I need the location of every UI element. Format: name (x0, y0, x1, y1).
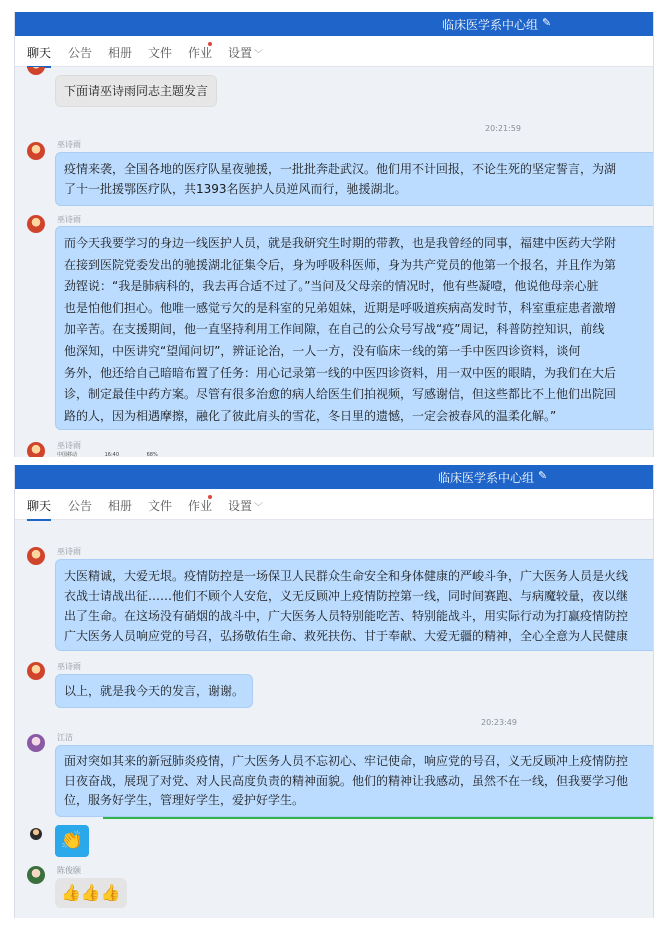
message-line: 劲铿说：“我是肺病科的，我去再合适不过了。”当问及父母亲的情况时，他有些凝噎，他说他母亲心脏 (64, 279, 599, 294)
phone-status-bar (57, 451, 158, 457)
message-bubble[interactable] (55, 152, 653, 206)
message-line: 出了生命。在这场没有硝烟的战斗中，广大医务人员特别能吃苦、特别能战斗，用实际行动为打赢疫情防控 (64, 609, 629, 623)
timestamp: 20:23:49 (481, 718, 517, 727)
message-bubble[interactable] (55, 226, 653, 430)
tab-homework[interactable]: 作业 (188, 499, 213, 513)
tab-homework[interactable]: 作业 (188, 46, 213, 60)
message-line: 诊，制定最佳中药方案。尽管有很多治愈的病人给医生们拍视频，写感谢信，但这些都比不上他们出院回 (64, 387, 617, 402)
chat-screenshot-1 (14, 12, 654, 457)
tab-chat[interactable]: 聊天 (27, 46, 52, 60)
pencil-icon[interactable]: ✎ (542, 16, 552, 29)
avatar[interactable] (27, 866, 45, 884)
tab-settings-label: 设置 (228, 499, 253, 513)
message-line: 衣战士请战出征……他们不顾个人安危，义无反顾冲上疫情防控第一线，同时间赛跑、与病魔较量，夜以继 (64, 589, 629, 603)
message-line: 面对突如其来的新冠肺炎疫情，广大医务人员不忘初心、牢记使命，响应党的号召，义无反顾冲上疫情防控 (64, 754, 629, 768)
pencil-icon[interactable]: ✎ (538, 469, 548, 482)
message-line: 疫情来袭，全国各地的医疗队星夜驰援，一批批奔赴武汉。他们用不计回报，不论生死的坚定誓言，为湖 (64, 162, 617, 176)
message-line: 广大医务人员响应党的号召，弘扬敬佑生命、救死扶伤、甘于奉献、大爱无疆的精神，全心全意为人民健康 (64, 629, 629, 643)
avatar[interactable] (27, 142, 45, 160)
chevron-down-icon: ﹀ (254, 50, 264, 60)
chat-area (15, 520, 653, 918)
message-text: 下面请巫诗雨同志主题发言 (64, 84, 209, 98)
message-line: 日夜奋战，展现了对党、对人民高度负责的精神面貌。他们的精神让我感动，虽然不在一线，但我要学习他 (64, 773, 629, 788)
tab-album[interactable]: 相册 (108, 499, 133, 513)
timestamp: 20:21:59 (485, 124, 521, 133)
chevron-down-icon: ﹀ (254, 503, 264, 513)
message-line: 务外，他还给自己暗暗布置了任务：用心记录第一线的中医四诊资料，用一双中医的眼睛，为我们在大后 (64, 365, 617, 380)
tab-album[interactable]: 相册 (108, 46, 133, 60)
tab-bar (15, 489, 653, 520)
avatar[interactable] (27, 547, 45, 565)
sender-name: 巫诗雨 (57, 547, 81, 556)
tab-settings[interactable] (228, 497, 263, 514)
tab-settings-label: 设置 (228, 46, 253, 60)
message-text: 以上，就是我今天的发言，谢谢。 (64, 684, 245, 698)
title-bar (15, 465, 653, 489)
message-bubble[interactable] (55, 75, 217, 107)
message-bubble[interactable] (55, 559, 653, 651)
tab-settings[interactable] (228, 44, 263, 61)
tab-announcements[interactable]: 公告 (68, 46, 93, 60)
sender-name: 江洁 (57, 733, 73, 742)
clock-label: 16:40 (104, 452, 120, 457)
avatar[interactable] (27, 442, 45, 457)
homework-badge-dot (208, 42, 212, 46)
message-line: 他深知，中医讲究“望闻问切”，辨证论治，一人一方，没有临床一线的第一手中医四诊资料，谈何 (64, 343, 581, 358)
message-line: 路的人，因为相遇摩擦，融化了彼此肩头的雪花，冬日里的遗憾，一定会被春风的温柔化解。” (64, 408, 557, 423)
thumbs-up-message[interactable]: 👍👍👍 (55, 878, 127, 908)
carrier-label: 中国移动 (57, 452, 78, 457)
avatar[interactable] (30, 828, 42, 840)
tab-chat[interactable]: 聊天 (27, 499, 52, 513)
message-bubble[interactable] (55, 745, 653, 817)
message-line: 大医精诚，大爱无垠。疫情防控是一场保卫人民群众生命安全和身体健康的严峻斗争，广大医务人员是火线 (64, 569, 629, 583)
chat-screenshot-2 (14, 465, 654, 918)
sender-name: 巫诗雨 (57, 441, 81, 450)
avatar[interactable] (27, 734, 45, 752)
group-title: 临床医学系中心组 (438, 471, 535, 485)
sender-name: 巫诗雨 (57, 140, 81, 149)
title-bar (15, 12, 653, 36)
message-line: 在接到医院党委发出的驰援湖北征集令后，身为呼吸科医师，身为共产党员的他第一个报名，并且作为第 (64, 257, 617, 272)
sender-name: 巫诗雨 (57, 215, 81, 224)
tab-files[interactable]: 文件 (148, 499, 173, 513)
clapping-hands-sticker[interactable]: 👏 (55, 825, 89, 857)
message-line: 也是怕他们担心。他唯一感觉亏欠的是科室的兄弟姐妹，近期是呼吸道疾病高发时节，科室重症患者激增 (64, 300, 617, 315)
avatar[interactable] (27, 215, 45, 233)
tab-files[interactable]: 文件 (148, 46, 173, 60)
tab-announcements[interactable]: 公告 (68, 499, 93, 513)
avatar[interactable] (27, 67, 45, 75)
group-title: 临床医学系中心组 (442, 18, 539, 32)
message-bubble[interactable] (55, 674, 253, 708)
message-line: 位，服务好学生，管理好学生，爱护好学生。 (64, 793, 305, 807)
avatar[interactable] (27, 662, 45, 680)
reply-highlight-line (103, 817, 653, 819)
tab-bar (15, 36, 653, 67)
message-line: 而今天我要学习的身边一线医护人员，就是我研究生时期的带教，也是我曾经的同事，福建中医药大学附 (64, 236, 617, 250)
homework-badge-dot (208, 495, 212, 499)
message-line: 了十一批援鄂医疗队，共1393名医护人员逆风而行，驰援湖北。 (64, 182, 407, 196)
chat-area (15, 67, 653, 457)
battery-label: 68% (146, 452, 158, 457)
sender-name: 陈俊颐 (57, 866, 81, 875)
sender-name: 巫诗雨 (57, 662, 81, 671)
message-line: 加辛苦。在支援期间，他一直坚持利用工作间隙，在自己的公众号写战“疫”周记，科普防控知识，前线 (64, 322, 605, 337)
